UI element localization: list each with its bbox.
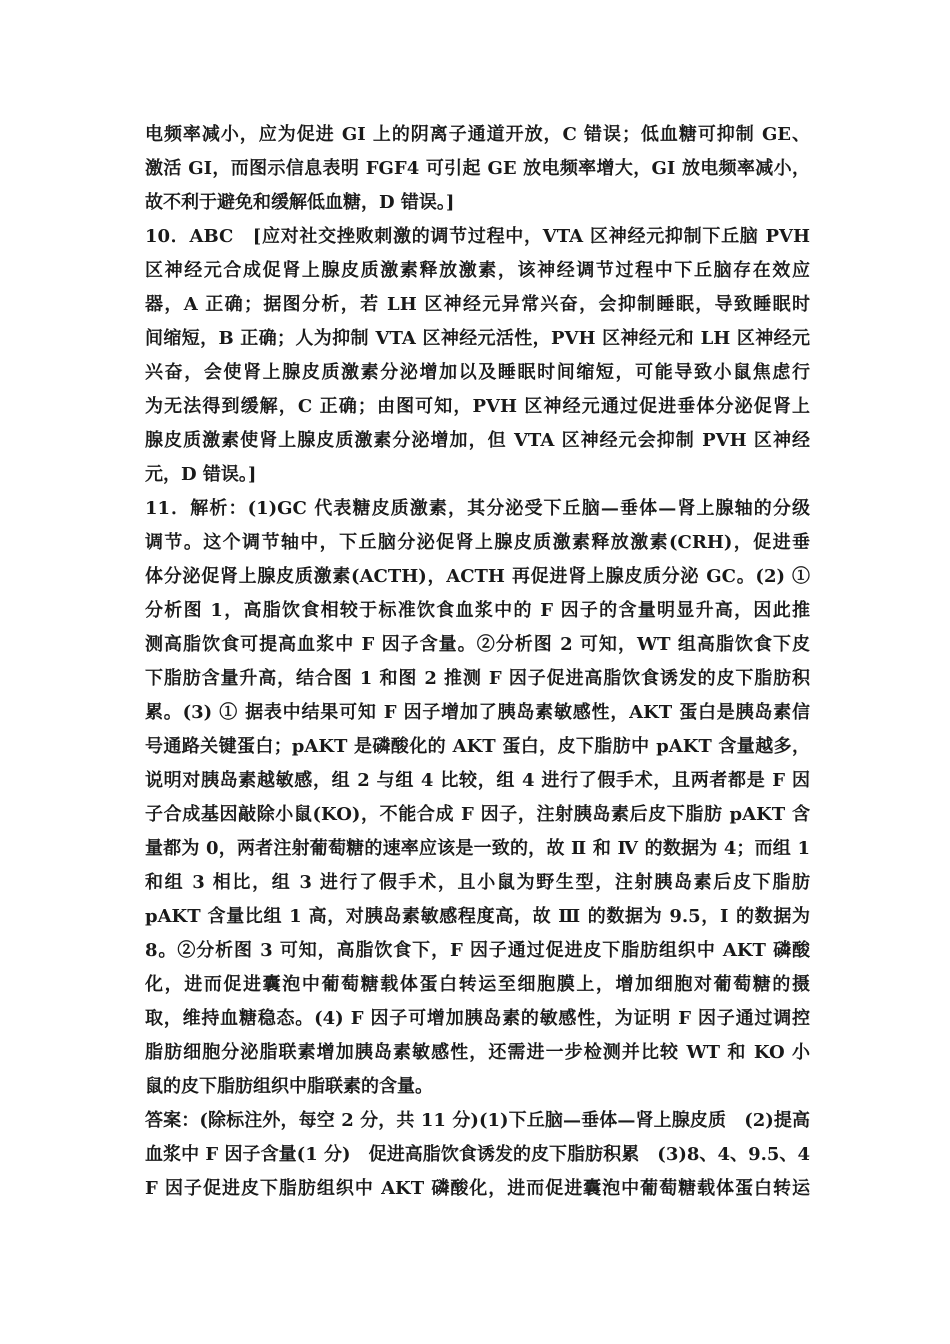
text-line: 量都为 0，两者注射葡萄糖的速率应该是一致的，故 Ⅱ 和 Ⅳ 的数据为 4；而组 1 <box>145 838 810 859</box>
text-line: 鼠的皮下脂肪组织中脂联素的含量。 <box>145 1076 433 1097</box>
text-line: 下脂肪含量升高，结合图 1 和图 2 推测 F 因子促进高脂饮食诱发的皮下脂肪积 <box>145 668 810 689</box>
text-line: 体分泌促肾上腺皮质激素(ACTH)，ACTH 再促进肾上腺皮质分泌 GC。(2) ① <box>145 566 810 587</box>
text-line: 测高脂饮食可提高血浆中 F 因子含量。②分析图 2 可知，WT 组高脂饮食下皮 <box>145 634 810 655</box>
text-line: 子合成基因敲除小鼠(KO)，不能合成 F 因子，注射胰岛素后皮下脂肪 pAKT 含 <box>145 804 810 825</box>
text-line: 故不利于避免和缓解低血糖，D 错误。] <box>145 192 455 213</box>
answer-line: 答案：(除标注外，每空 2 分，共 11 分)(1)下丘脑—垂体—肾上腺皮质 (2)提高 <box>145 1110 810 1131</box>
text-line: 累。(3) ① 据表中结果可知 F 因子增加了胰岛素敏感性，AKT 蛋白是胰岛素信 <box>145 702 810 723</box>
text-line: pAKT 含量比组 1 高，对胰岛素敏感程度高，故 Ⅲ 的数据为 9.5，Ⅰ 的数据为 <box>145 906 810 927</box>
text-line: 电频率减小，应为促进 GI 上的阴离子通道开放，C 错误；低血糖可抑制 GE、 <box>145 124 810 145</box>
text-line: 兴奋，会使肾上腺皮质激素分泌增加以及睡眠时间缩短，可能导致小鼠焦虑行 <box>145 362 810 383</box>
text-line: 为无法得到缓解，C 正确；由图可知，PVH 区神经元通过促进垂体分泌促肾上 <box>145 396 810 417</box>
text-line: 调节。这个调节轴中，下丘脑分泌促肾上腺皮质激素释放激素(CRH)，促进垂 <box>145 532 810 553</box>
text-line: 8。②分析图 3 可知，高脂饮食下，F 因子通过促进皮下脂肪组织中 AKT 磷酸 <box>145 940 810 961</box>
text-line: 和组 3 相比，组 3 进行了假手术，且小鼠为野生型，注射胰岛素后皮下脂肪 <box>145 872 810 893</box>
text-line: 元，D 错误。] <box>145 464 257 485</box>
text-line: 血浆中 F 因子含量(1 分) 促进高脂饮食诱发的皮下脂肪积累 (3)8、4、9.5、4 <box>145 1144 810 1165</box>
text-line: 化，进而促进囊泡中葡萄糖载体蛋白转运至细胞膜上，增加细胞对葡萄糖的摄 <box>145 974 810 995</box>
text-line: F 因子促进皮下脂肪组织中 AKT 磷酸化，进而促进囊泡中葡萄糖载体蛋白转运 <box>145 1178 810 1199</box>
text-line: 激活 GI，而图示信息表明 FGF4 可引起 GE 放电频率增大，GI 放电频率减小， <box>145 158 810 179</box>
text-line: 号通路关键蛋白；pAKT 是磷酸化的 AKT 蛋白，皮下脂肪中 pAKT 含量越多， <box>145 736 810 757</box>
text-line: 区神经元合成促肾上腺皮质激素释放激素，该神经调节过程中下丘脑存在效应 <box>145 260 810 281</box>
text-line: 器，A 正确；据图分析，若 LH 区神经元异常兴奋，会抑制睡眠，导致睡眠时 <box>145 294 810 315</box>
answer-explanation-text <box>145 118 810 1206</box>
text-line: 分析图 1，高脂饮食相较于标准饮食血浆中的 F 因子的含量明显升高，因此推 <box>145 600 810 621</box>
text-line: 间缩短，B 正确；人为抑制 VTA 区神经元活性，PVH 区神经元和 LH 区神经元 <box>145 328 810 349</box>
text-line: 取，维持血糖稳态。(4) F 因子可增加胰岛素的敏感性，为证明 F 因子通过调控 <box>145 1008 810 1029</box>
text-line: 说明对胰岛素越敏感，组 2 与组 4 比较，组 4 进行了假手术，且两者都是 F 因 <box>145 770 810 791</box>
question-11-line: 11．解析：(1)GC 代表糖皮质激素，其分泌受下丘脑—垂体—肾上腺轴的分级 <box>145 498 810 519</box>
text-line: 腺皮质激素使肾上腺皮质激素分泌增加，但 VTA 区神经元会抑制 PVH 区神经 <box>145 430 810 451</box>
text-line: 脂肪细胞分泌脂联素增加胰岛素敏感性，还需进一步检测并比较 WT 和 KO 小 <box>145 1042 810 1063</box>
question-10-line: 10．ABC [应对社交挫败刺激的调节过程中，VTA 区神经元抑制下丘脑 PVH <box>145 226 810 247</box>
